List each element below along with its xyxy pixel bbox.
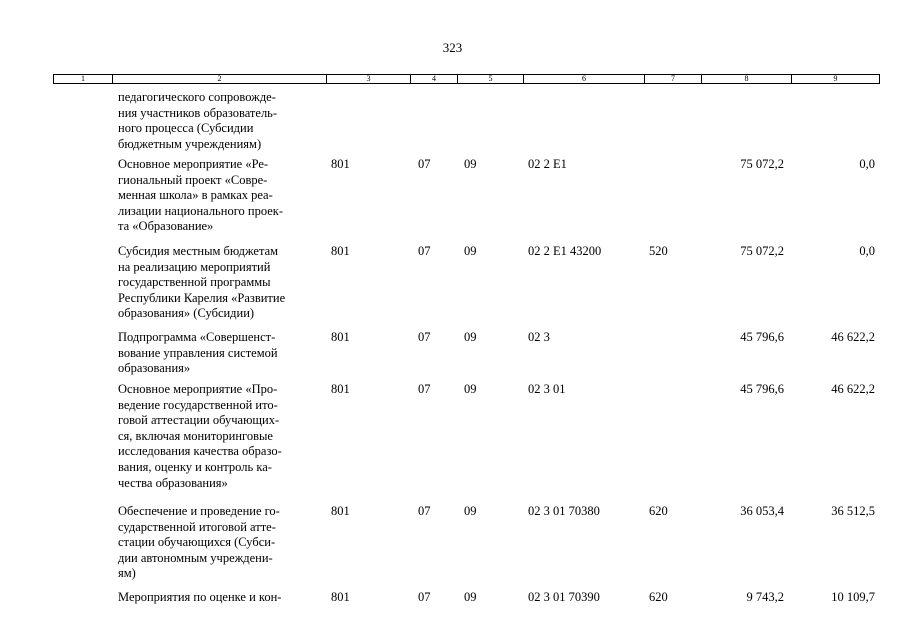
row-name (118, 157, 323, 235)
row-name-line: Субсидия местным бюджетам (118, 244, 279, 258)
row-name (118, 504, 323, 582)
cell-ministry-code: 801 (331, 504, 350, 518)
header-cell-1: 1 (81, 74, 85, 83)
row-name-line: образования» (Субсидии) (118, 306, 255, 321)
row-name-line: на реализацию мероприятий (118, 259, 271, 274)
row-name-line: менная школа» в рамках реа- (118, 188, 273, 203)
cell-ministry-code: 801 (331, 382, 350, 396)
row-name-line: образования» (118, 361, 191, 376)
cell-target-article: 02 2 E1 (528, 157, 567, 171)
row-name-line: бюджетным учреждениям) (118, 136, 262, 151)
row-name-line: ям) (118, 566, 136, 581)
header-cell-4: 4 (410, 75, 457, 83)
cell-amount-1: 75 072,2 (740, 244, 784, 258)
row-name (118, 244, 323, 322)
cell-section: 07 (418, 590, 431, 604)
row-name-line: государственной программы (118, 275, 271, 290)
cell-ministry-code: 801 (331, 330, 350, 344)
cell-expense-type: 620 (649, 590, 668, 604)
cell-target-article: 02 3 01 70380 (528, 504, 600, 518)
cell-section: 07 (418, 244, 431, 258)
row-name-line: Республики Карелия «Развитие (118, 290, 286, 305)
cell-amount-1: 45 796,6 (740, 382, 784, 396)
row-name-line: ведение государственной ито- (118, 397, 278, 412)
header-cell-9: 9 (791, 75, 879, 83)
row-name-line: чества образования» (118, 475, 228, 490)
cell-amount-1: 9 743,2 (746, 590, 784, 604)
row-name-line: вания, оценку и контроль ка- (118, 459, 272, 474)
row-name-line: Основное мероприятие «Ре- (118, 157, 269, 171)
cell-section: 07 (418, 382, 431, 396)
table-header-row (53, 74, 880, 84)
row-name-line: Обеспечение и проведение го- (118, 504, 280, 518)
cell-ministry-code: 801 (331, 157, 350, 171)
cell-subsection: 09 (464, 244, 477, 258)
header-cell-3: 3 (326, 75, 410, 83)
row-name-line: ния участников образователь- (118, 105, 278, 120)
cell-amount-1: 45 796,6 (740, 330, 784, 344)
cell-expense-type: 520 (649, 244, 668, 258)
row-name (118, 90, 323, 152)
row-name-line: педагогического сопровожде- (118, 90, 276, 104)
cell-subsection: 09 (464, 504, 477, 518)
cell-amount-2: 0,0 (859, 244, 875, 258)
row-name-line: Мероприятия по оценке и кон- (118, 590, 282, 604)
header-cell-5: 5 (457, 75, 523, 83)
row-name (118, 382, 323, 491)
header-cell-2: 2 (112, 75, 326, 83)
row-name-line: лизации национального проек- (118, 203, 284, 218)
cell-amount-2: 46 622,2 (831, 330, 875, 344)
cell-target-article: 02 3 (528, 330, 550, 344)
cell-amount-2: 0,0 (859, 157, 875, 171)
row-name-line: говой аттестации обучающих- (118, 413, 280, 428)
row-name-line: сударственной итоговой атте- (118, 519, 276, 534)
row-name-line: ся, включая мониторинговые (118, 428, 273, 443)
cell-subsection: 09 (464, 157, 477, 171)
row-name-line: ного процесса (Субсидии (118, 121, 254, 136)
cell-target-article: 02 2 E1 43200 (528, 244, 602, 258)
header-cell-7: 7 (644, 75, 701, 83)
row-name-line: Подпрограмма «Совершенст- (118, 330, 276, 344)
cell-section: 07 (418, 504, 431, 518)
row-name-line: стации обучающихся (Субси- (118, 535, 276, 550)
header-cell-8: 8 (701, 75, 791, 83)
cell-section: 07 (418, 157, 431, 171)
cell-expense-type: 620 (649, 504, 668, 518)
row-name-line: исследования качества образо- (118, 444, 282, 459)
row-name (118, 330, 323, 377)
cell-amount-1: 36 053,4 (740, 504, 784, 518)
cell-amount-1: 75 072,2 (740, 157, 784, 171)
row-name (118, 590, 323, 606)
cell-amount-2: 10 109,7 (831, 590, 875, 604)
row-name-line: вование управления системой (118, 345, 278, 360)
cell-subsection: 09 (464, 590, 477, 604)
cell-ministry-code: 801 (331, 590, 350, 604)
row-name-line: дии автономным учреждени- (118, 550, 273, 565)
cell-subsection: 09 (464, 382, 477, 396)
cell-amount-2: 36 512,5 (831, 504, 875, 518)
cell-amount-2: 46 622,2 (831, 382, 875, 396)
row-name-line: Основное мероприятие «Про- (118, 382, 278, 396)
row-name-line: гиональный проект «Совре- (118, 172, 268, 187)
row-name-line: та «Образование» (118, 219, 214, 234)
cell-target-article: 02 3 01 (528, 382, 566, 396)
page-number: 323 (442, 40, 463, 55)
cell-ministry-code: 801 (331, 244, 350, 258)
cell-target-article: 02 3 01 70390 (528, 590, 600, 604)
header-cell-6: 6 (523, 75, 644, 83)
cell-section: 07 (418, 330, 431, 344)
cell-subsection: 09 (464, 330, 477, 344)
